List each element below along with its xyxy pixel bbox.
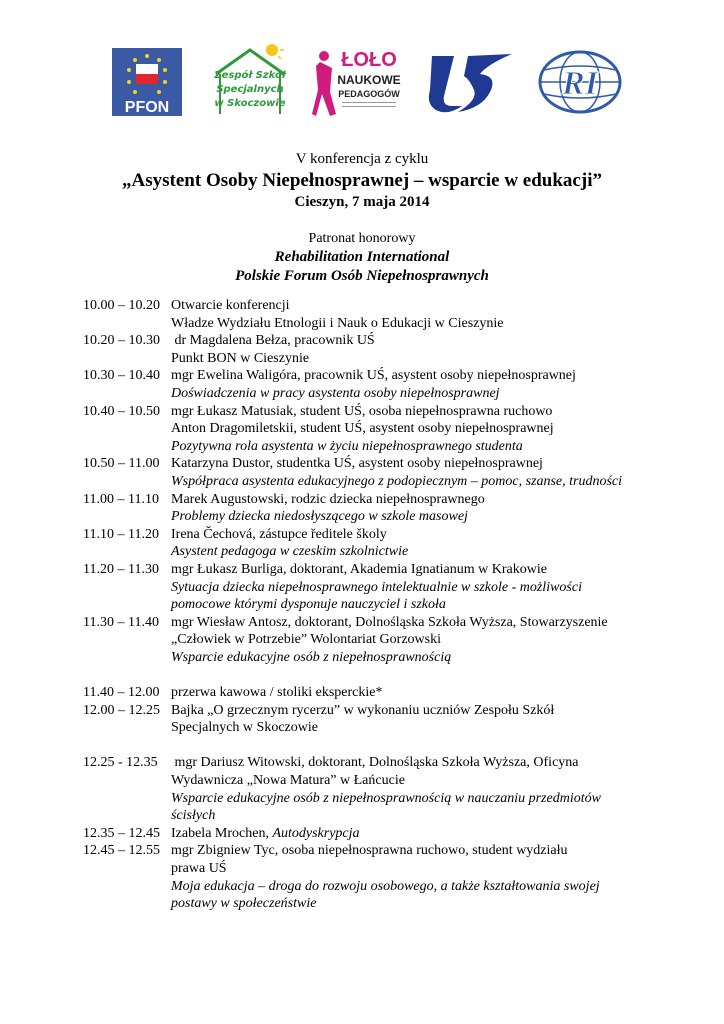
schedule-row <box>83 561 683 614</box>
schedule-time: 10.50 – 11.00 <box>83 456 160 472</box>
schedule-description <box>171 561 683 614</box>
schedule-row <box>83 526 683 561</box>
conference-title: „Asystent Osoby Niepełnosprawnej – wsparcie w edukacji” <box>122 170 602 191</box>
schedule-time: 12.45 – 12.55 <box>83 843 160 859</box>
schedule-row <box>83 332 683 367</box>
schedule-description <box>171 825 683 843</box>
schedule-description <box>171 684 683 702</box>
logo-bar <box>0 44 724 124</box>
conference-date: Cieszyn, 7 maja 2014 <box>294 194 430 210</box>
zss-logo-line3: w Skoczowie <box>214 98 286 109</box>
schedule-row <box>83 754 683 824</box>
zss-logo-line1: Zespół Szkół <box>214 70 286 81</box>
schedule-line: dr Magdalena Bełza, pracownik UŚ <box>171 333 375 349</box>
schedule-description <box>171 455 683 490</box>
schedule-time: 11.10 – 11.20 <box>83 526 159 542</box>
schedule-row <box>83 684 683 702</box>
schedule-line: mgr Wiesław Antosz, doktorant, Dolnośląska Szkoła Wyższa, Stowarzyszenie <box>171 614 608 630</box>
schedule-time: 12.35 – 12.45 <box>83 825 160 841</box>
schedule-time: 12.00 – 12.25 <box>83 702 160 718</box>
schedule-time: 10.00 – 10.20 <box>83 298 160 313</box>
schedule-topic: ścisłych <box>171 808 216 824</box>
schedule-row <box>83 842 683 912</box>
kolo-logo-line2: NAUKOWE <box>337 73 401 87</box>
schedule-description <box>171 526 683 561</box>
zss-logo-line2: Specjalnych <box>216 84 284 95</box>
schedule-line: mgr Zbigniew Tyc, osoba niepełnosprawna ruchowo, student wydziału <box>171 843 568 859</box>
us-logo <box>428 50 512 116</box>
schedule-line: „Człowiek w Potrzebie” Wolontariat Gorzowski <box>171 632 441 648</box>
schedule-topic: Wsparcie edukacyjne osób z niepełnosprawnością w nauczaniu przedmiotów <box>171 790 601 806</box>
schedule-line: prawa UŚ <box>171 861 227 876</box>
schedule-line: Bajka „O grzecznym rycerzu” w wykonaniu uczniów Zespołu Szkół <box>171 702 555 718</box>
schedule-description <box>171 842 683 912</box>
schedule-topic: Asystent pedagoga w czeskim szkolnictwie <box>171 544 409 560</box>
schedule-line: Otwarcie konferencji <box>171 298 290 313</box>
rehabilitation-international-logo <box>538 50 622 114</box>
schedule-description <box>171 491 683 526</box>
schedule-line: Wydawnicza „Nowa Matura” w Łańcucie <box>171 773 405 789</box>
schedule-row <box>83 367 683 402</box>
pfon-logo <box>112 48 182 116</box>
schedule-row <box>83 403 683 456</box>
patron-label: Patronat honorowy <box>308 231 416 246</box>
schedule-description <box>171 403 683 456</box>
schedule-line: Specjalnych w Skoczowie <box>171 720 318 736</box>
schedule-description <box>171 297 683 332</box>
schedule-row <box>83 702 683 737</box>
schedule-line: Irena Čechová, zástupce ředitele školy <box>171 526 387 542</box>
schedule-topic: postawy w społeczeństwie <box>171 896 317 912</box>
schedule-line: mgr Dariusz Witowski, doktorant, Dolnośląska Szkoła Wyższa, Oficyna <box>171 755 579 771</box>
schedule-line: mgr Ewelina Waligóra, pracownik UŚ, asystent osoby niepełnosprawnej <box>171 368 576 384</box>
patron-org-2: Polskie Forum Osób Niepełnosprawnych <box>235 268 489 284</box>
schedule-gap <box>83 666 683 684</box>
schedule-topic: Doświadczenia w pracy asystenta osoby niepełnosprawnej <box>171 385 500 401</box>
schedule-description <box>171 614 683 667</box>
patron-org-1: Rehabilitation International <box>274 249 450 265</box>
schedule-description <box>171 367 683 402</box>
schedule-line-text: Izabela Mrochen, <box>171 825 273 841</box>
schedule-row <box>83 825 683 843</box>
schedule-line: mgr Łukasz Matusiak, student UŚ, osoba niepełnosprawna ruchowo <box>171 403 553 419</box>
schedule-line <box>171 825 683 843</box>
schedule-line: Władze Wydziału Etnologii i Nauk o Edukacji w Cieszynie <box>171 315 504 331</box>
ri-logo-text: RI <box>562 65 598 102</box>
schedule-time: 11.40 – 12.00 <box>83 685 160 701</box>
schedule-row <box>83 297 683 332</box>
schedule-line: Katarzyna Dustor, studentka UŚ, asystent osoby niepełnosprawnej <box>171 456 543 472</box>
schedule-time: 11.30 – 11.40 <box>83 614 159 630</box>
schedule-topic: Pozytywna rola asystenta w życiu niepełnosprawnego studenta <box>171 438 523 454</box>
schedule-time: 12.25 - 12.35 <box>83 755 158 771</box>
schedule-row <box>83 614 683 667</box>
schedule-row <box>83 455 683 490</box>
schedule-description <box>171 332 683 367</box>
kolo-logo-title: ŁOŁO <box>341 49 397 71</box>
schedule-line: przerwa kawowa / stoliki eksperckie* <box>171 685 383 701</box>
schedule-topic: Współpraca asystenta edukacyjnego z podopiecznym – pomoc, szanse, trudności <box>171 473 623 489</box>
schedule-line: mgr Łukasz Burliga, doktorant, Akademia Ignatianum w Krakowie <box>171 561 547 577</box>
schedule-line: Anton Dragomiletskii, student UŚ, asystent osoby niepełnosprawnej <box>171 421 554 437</box>
document-header <box>0 150 724 286</box>
program-schedule <box>83 297 683 913</box>
schedule-line: Marek Augustowski, rodzic dziecka niepełnosprawnego <box>171 491 485 507</box>
pfon-logo-text: PFON <box>124 99 170 116</box>
schedule-time: 10.20 – 10.30 <box>83 333 160 349</box>
schedule-topic: Problemy dziecka niedosłyszącego w szkole masowej <box>171 509 468 525</box>
schedule-time: 10.40 – 10.50 <box>83 403 160 419</box>
conference-series: V konferencja z cyklu <box>295 151 429 167</box>
kolo-logo-line3: PEDAGOGÓW <box>338 89 400 99</box>
schedule-row <box>83 491 683 526</box>
schedule-line: Punkt BON w Cieszynie <box>171 350 310 366</box>
schedule-description <box>171 754 683 824</box>
schedule-topic: pomocowe którymi dysponuje nauczyciel i szkoła <box>171 597 446 613</box>
zss-logo <box>212 44 288 116</box>
schedule-topic: Sytuacja dziecka niepełnosprawnego intelektualnie w szkole - możliwości <box>171 579 582 595</box>
schedule-gap <box>83 737 683 755</box>
kolo-naukowe-logo <box>312 44 404 120</box>
schedule-time: 11.00 – 11.10 <box>83 491 159 507</box>
schedule-line-topic: Autodyskrypcja <box>272 825 360 841</box>
schedule-topic: Moja edukacja – droga do rozwoju osobowego, a także kształtowania swojej <box>171 878 600 894</box>
schedule-time: 11.20 – 11.30 <box>83 561 159 577</box>
schedule-time: 10.30 – 10.40 <box>83 368 160 384</box>
schedule-topic: Wsparcie edukacyjne osób z niepełnosprawnością <box>171 649 452 665</box>
schedule-description <box>171 702 683 737</box>
